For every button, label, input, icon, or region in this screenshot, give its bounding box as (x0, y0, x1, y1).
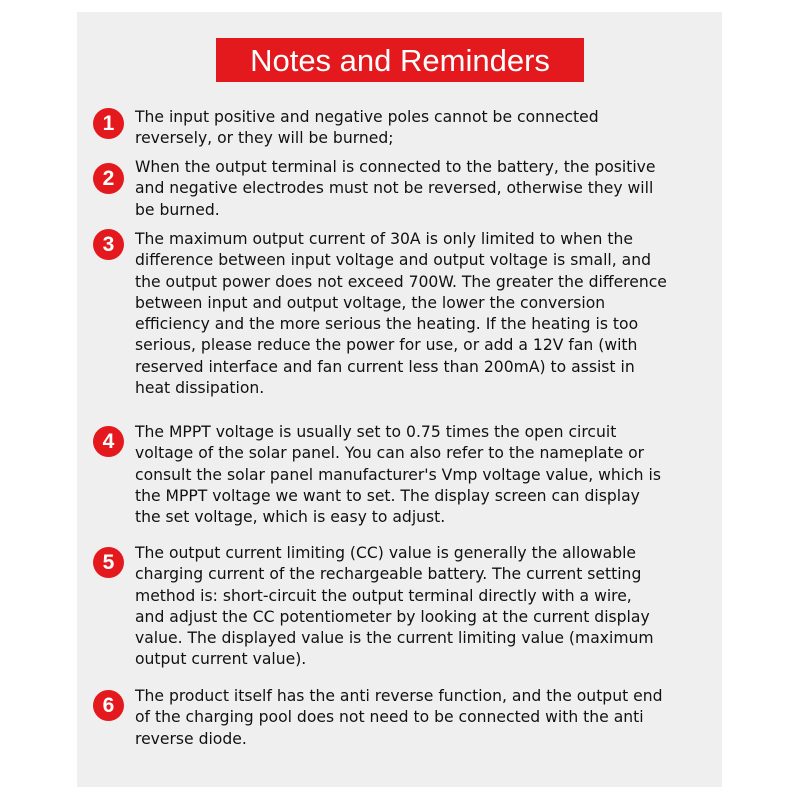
number-badge-1 (93, 108, 124, 139)
note-1-text: The input positive and negative poles cannot be connected reversely, or they will be burned; (135, 108, 599, 148)
note-6-text: The product itself has the anti reverse function, and the output end of the charging pool does not need to be connected with the anti reverse diode. (135, 687, 663, 748)
note-3-text: The maximum output current of 30A is only limited to when the difference between input voltage and output voltage is small, and the output power does not exceed 700W. The greater the difference between input and output voltage, the lower the conversion efficiency and the more serious the heating. If the heating is too serious, please reduce the power for use, or add a 12V fan (with reserved interface and fan current less than 200mA) to assist in heat dissipation. (135, 230, 667, 398)
note-4-text: The MPPT voltage is usually set to 0.75 times the open circuit voltage of the solar panel. You can also refer to the nameplate or consult the solar panel manufacturer's Vmp voltage value, which is the MPPT voltage we want to set. The display screen can display the set voltage, which is easy to adjust. (135, 423, 661, 527)
note-5-text: The output current limiting (CC) value is generally the allowable charging current of the rechargeable battery. The current setting method is: short-circuit the output terminal directly with a wire, and adjust the CC potentiometer by looking at the current display value. The displayed value is the current limiting value (maximum output current value). (135, 544, 654, 669)
number-label: 3 (102, 233, 115, 256)
number-label: 6 (102, 694, 115, 717)
number-label: 1 (102, 112, 115, 135)
number-badge-2 (93, 163, 124, 194)
page-title: Notes and Reminders (250, 43, 550, 78)
note-2-text: When the output terminal is connected to the battery, the positive and negative electrodes must not be reversed, otherwise they will be burned. (135, 158, 656, 219)
title-banner (216, 38, 584, 82)
number-badge-6 (93, 690, 124, 721)
number-label: 4 (102, 430, 115, 453)
number-badge-4 (93, 426, 124, 457)
number-label: 5 (102, 551, 115, 574)
number-badge-5 (93, 547, 124, 578)
number-label: 2 (102, 167, 115, 190)
number-badge-3 (93, 229, 124, 260)
